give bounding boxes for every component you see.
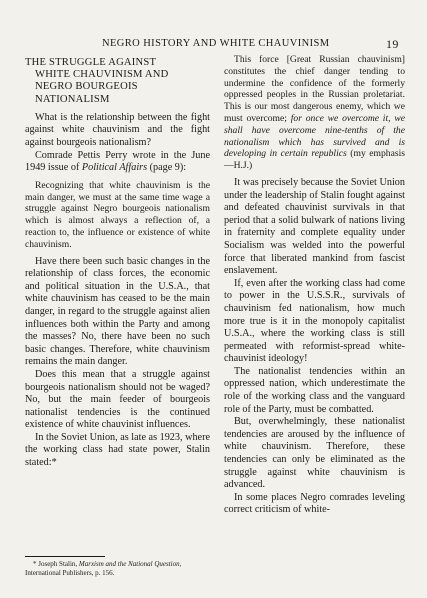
heading-line: NEGRO BOURGEOIS bbox=[35, 81, 138, 93]
block-quote bbox=[224, 54, 405, 172]
paragraph: If, even after the working class had come to power in the U.S.S.R., survivals of chauvinism fed nationalism, how much more true is it in the monopoly capitalist U.S.A., where the working class is still permeated with reformist-spread white-chauvinist ideology! bbox=[224, 277, 405, 365]
text-run: This force [Great Russian chauvinism] constitutes the chief danger tending to undermine the confidence of the formerly oppressed peoples in the Russian proletariat. This is our most dangerous enemy, which we must overcome; bbox=[224, 54, 405, 124]
block-quote: Recognizing that white chauvinism is the main danger, we must at the same time wage a struggle against Negro bourgeois nationalism which is almost always a reflection of, a reaction to, the influence or existence of white chauvinism. bbox=[25, 179, 210, 250]
right-column bbox=[224, 54, 405, 517]
paragraph: Does this mean that a struggle against bourgeois nationalism should not be waged? No, but the main feeder of bourgeois nationalist tendencies is the continued existence of white chauvinist influences. bbox=[25, 368, 210, 431]
paragraph: It was precisely because the Soviet Union under the leadership of Stalin fought against and defeated chauvinist survivals in that period that a solid bulwark of nations living in fraternity and complete equality under Socialism was welded into the powerful force that liberated mankind from fascist enslavement. bbox=[224, 176, 405, 277]
running-title: NEGRO HISTORY AND WHITE CHAUVINISM bbox=[102, 38, 330, 49]
text-run: (my emphasis—H.J.) bbox=[224, 148, 405, 172]
paragraph bbox=[25, 150, 210, 175]
text-run: (page 9): bbox=[147, 162, 187, 174]
section-heading bbox=[25, 57, 210, 106]
text-run: Comrade Pettis Perry wrote in the June 1949 issue of bbox=[25, 149, 210, 174]
paragraph: Have there been such basic changes in the relationship of class forces, the economic and political situation in the U.S.A., that white chauvinism has ceased to be the main danger, in regard to the struggle against alien influences both within the Party and among the masses? No, there have been no such basic changes. Therefore, white chauvinism remains the main danger. bbox=[25, 255, 210, 368]
text-run: International Publishers, p. 156. bbox=[25, 569, 115, 577]
paragraph: The nationalist tendencies within an oppressed nation, which underestimate the role of the working class and the vanguard role of the Party, must be combatted. bbox=[224, 365, 405, 415]
paragraph: In some places Negro comrades leveling correct criticism of white- bbox=[224, 491, 405, 516]
page-number: 19 bbox=[386, 37, 399, 51]
footnote-text bbox=[25, 560, 210, 578]
footnote-rule bbox=[25, 556, 105, 557]
book-title: Marxism and the National Question, bbox=[78, 560, 182, 568]
paragraph: In the Soviet Union, as late as 1923, where the working class had state power, Stalin stated:* bbox=[25, 431, 210, 469]
text-run: * Joseph Stalin, bbox=[33, 560, 79, 568]
paragraph: But, overwhelmingly, these nationalist tendencies are aroused by the influence of white chauvinism. Therefore, these tendencies can only be eliminated as the struggle against white chauvinism is advanced. bbox=[224, 416, 405, 491]
journal-title: Political Affairs bbox=[81, 162, 148, 174]
footnote bbox=[25, 556, 210, 578]
paragraph: What is the relationship between the fight against white chauvinism and the fight against bourgeois nationalism? bbox=[25, 111, 210, 148]
emphasis: for once we overcome it, we shall have overcome nine-tenths of the nationalism which has survived and is developing in certain republics bbox=[224, 112, 405, 160]
heading-line: WHITE CHAUVINISM AND bbox=[35, 69, 169, 81]
left-column bbox=[25, 54, 210, 470]
heading-line: NATIONALISM bbox=[35, 93, 110, 105]
heading-line: THE STRUGGLE AGAINST bbox=[25, 57, 157, 68]
